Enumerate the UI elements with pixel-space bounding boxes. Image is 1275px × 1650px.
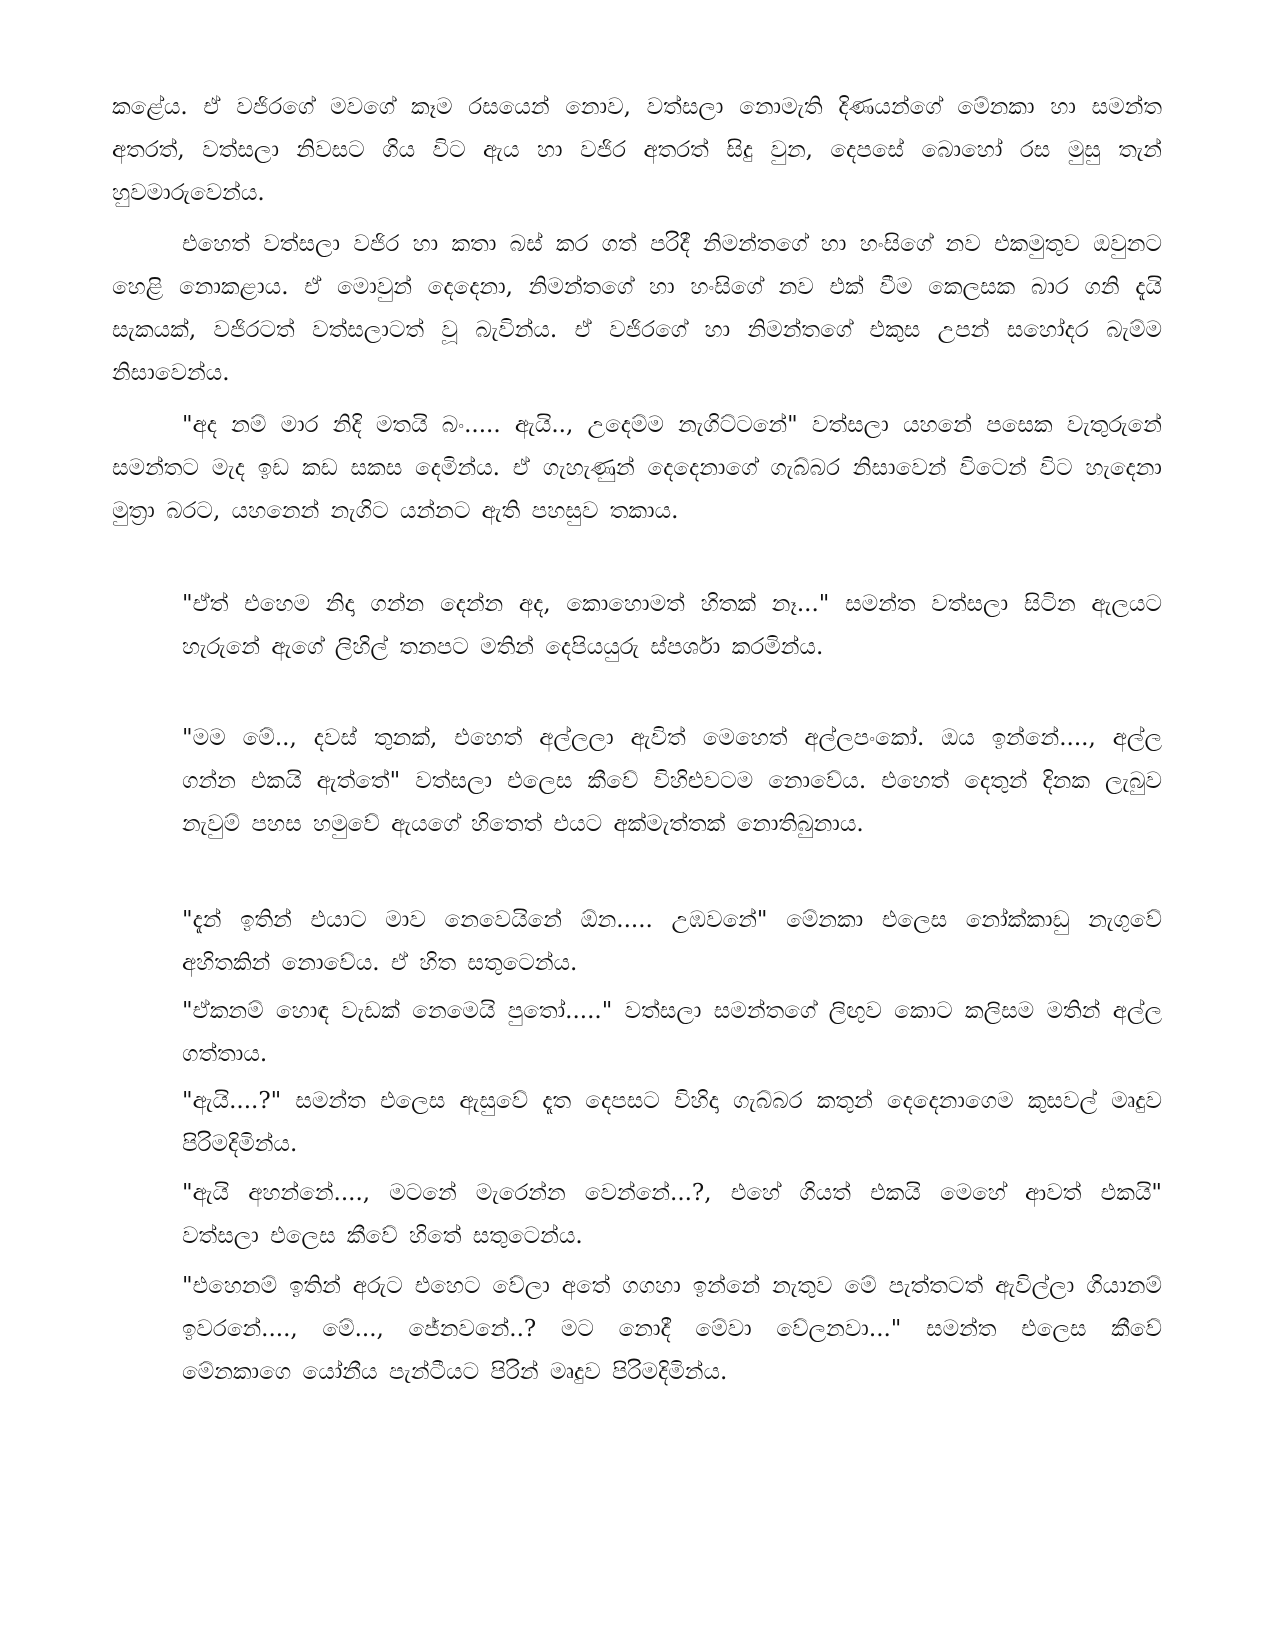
paragraph-4: "ඒත් එහෙම නිදා ගන්න දෙන්න අද, කොහොමත් හිතක් නෑ..." සමන්ත වත්සලා සිටින ඇලයට හැරුනේ ඇගේ ලිහිල් තනපට මතින් දෙපියයුරු ස්පර්ශා කරමින්ය. xyxy=(182,591,1162,660)
paragraph-5: "මම මේ.., දවස් තුනක්, එහෙත් අල්ලලා ඇවිත් මෙහෙත් අල්ලපංකෝ. ඔය ඉන්නේ...., අල්ල ගන්න එකයි ඇත්තේ" වත්සලා එලෙස කීවේ විහිළුවටම නොවේය. එහෙත් දෙතුන් දිනක ලැබුව නැවුම් පහස හමුවේ ඇයගේ හිතෙත් එයට අක්මැත්තක් නොතිබුනාය. xyxy=(182,725,1162,837)
paragraph-8: "ඇයි....?" සමන්ත එලෙස ඇසුවේ දෑත දෙපසට විහිදා ගැබ්බර කතුන් දෙදෙනාගෙම කුසවල් මෘදුව පිරිමදිමින්ය. xyxy=(182,1088,1162,1157)
paragraph-10: "එහෙනම් ඉතින් අරුට එහෙට වේලා අතේ ගගහා ඉන්නේ නැතුව මේ පැත්තටත් ඇවිල්ලා ගියානම් ඉවරනේ...., මේ..., ජේනවනේ..? මට නොදී මේවා වේලනවා..." සමන්ත එලෙස කීවේ මේනකාගෙ යෝනීය පැන්ටීයට පිරින් මෘදුව පිරිමදිමින්ය. xyxy=(182,1273,1162,1385)
paragraph-6: "දැන් ඉතින් එයාට මාව නෙවෙයිනේ ඕන..... උඹවනේ" මේනකා එලෙස නෝක්කාඩු නැගුවේ අහිතකින් නොවේය. ඒ හිත සතුටෙන්ය. xyxy=(182,907,1162,976)
paragraph-7: "ඒකනම් හොඳ වැඩක් නෙමෙයි පුතෝ....." වත්සලා සමන්තගේ ලිඟුව කොට කලිසම මතින් අල්ල ගත්තාය. xyxy=(182,998,1162,1067)
paragraph-2: එහෙත් වත්සලා වජිර හා කතා බස් කර ගත් පරිදී නිමන්තගේ හා හංසිගේ නව එකමුතුව ඔවුනට හෙළි නොකළාය. ඒ මොවුන් දෙදෙනා, නිමන්තගේ හා හංසිගේ නව එක් වීම කෙලසක බාර ගනි දැයි සැකයක්, වජිරටත් වත්සලාටත් වූ බැවින්ය. ඒ වජිරගේ හා නිමන්තගේ එකුස උපන් සහෝදර බැම්ම නිසාවෙන්ය. xyxy=(112,231,1162,386)
paragraph-9: "ඇයි අහන්නේ...., මටනේ මැරෙන්න වෙන්නේ...?, එහේ ගියත් එකයි මෙහේ ආවත් එකයි" වත්සලා එලෙස කීවේ හිතේ සතුටෙන්ය. xyxy=(182,1180,1162,1249)
paragraph-1: කළේය. ඒ වජිරගේ මවගේ කෑම රසයෙන් නොව, වත්සලා නොමැති දිණයන්ගේ මේනකා හා සමන්ත අතරත්, වත්සලා නිවසට ගිය විට ඇය හා වජිර අතරත් සිදු වුන, දෙපසේ බොහෝ රස මුසු තැන් හුවමාරුවෙන්ය. xyxy=(112,94,1162,206)
paragraph-3: "අද නම් මාර නිදි මතයි බං..... ඇයි.., උදෙම්ම නැගිට්ටනේ" වත්සලා යහනේ පසෙක වැතුරුනේ සමන්තට මැද ඉඩ කඩ සකස දෙමින්ය. ඒ ගැහැණුන් දෙදෙනාගේ ගැබ්බර නිසාවෙන් විටෙන් විට හැදෙනා මුත්‍රා බරට, යහනෙන් නැගිට යන්නට ඇති පහසුව තකාය. xyxy=(112,412,1162,524)
